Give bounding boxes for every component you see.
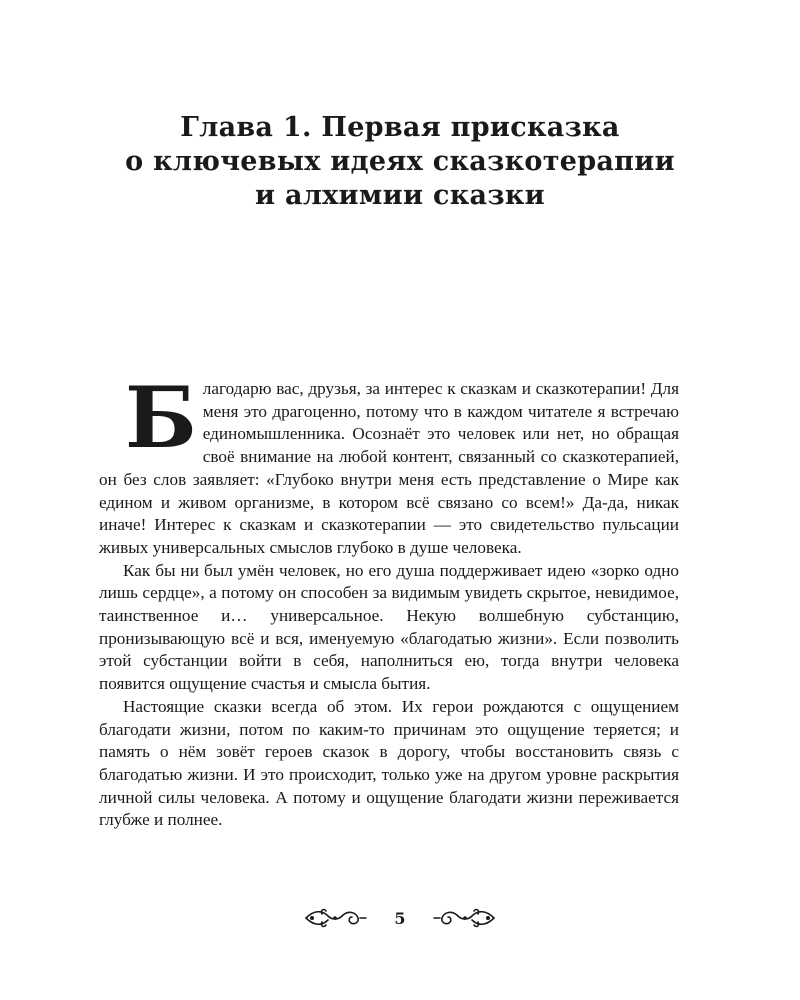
chapter-title-line-3: и алхимии сказки (255, 180, 545, 211)
paragraph-2: Как бы ни был умён человек, но его душа поддерживает идею «зорко одно лишь сердце», а потому он способен за видимым увидеть скрытое, невидимое, таинственное и… универсальное. Некую волшебную субстанцию, пронизывающую всё и вся, именуемую «благодатью жизни». Если позволить этой субстанции войти в себя, наполниться ею, тогда внутри человека появится ощущение счастья и смысла бытия. (99, 560, 679, 694)
paragraph-1 (99, 368, 679, 560)
paragraph-1-text: лагодарю вас, друзья, за интерес к сказкам и сказкотерапии! Для меня это драгоценно, потому что в каждом читателе я встречаю единомышленника. Осознаёт это человек или нет, но обращая своё внимание на любой контент, связанный со сказкотерапией, он без слов заявляет: «Глубоко внутри меня есть представление о Мире как едином и живом организме, в котором всё связано со всем!» Да-да, никак иначе! Интерес к сказкам и сказкотерапии — это свидетельство пульсации живых универсальных смыслов глубоко в душе человека. (99, 379, 679, 557)
chapter-title (60, 111, 740, 213)
drop-cap: Б (125, 368, 197, 467)
page-footer (0, 903, 800, 933)
body-text (99, 368, 679, 832)
page-number: 5 (394, 908, 406, 928)
floral-ornament-left-icon (302, 906, 368, 930)
paragraph-3: Настоящие сказки всегда об этом. Их герои рождаются с ощущением благодати жизни, потом по каким-то причинам это ощущение теряется; и память о нём зовёт героев сказок в дорогу, чтобы восстановить связь с благодатью жизни. И это происходит, только уже на другом уровне раскрытия личной силы человека. А потому и ощущение благодати жизни переживается глубже и полнее. (99, 696, 679, 830)
chapter-title-line-2: о ключевых идеях сказкотерапии (125, 146, 675, 177)
chapter-title-line-1: Глава 1. Первая присказка (180, 112, 620, 143)
floral-ornament-right-icon (432, 906, 498, 930)
